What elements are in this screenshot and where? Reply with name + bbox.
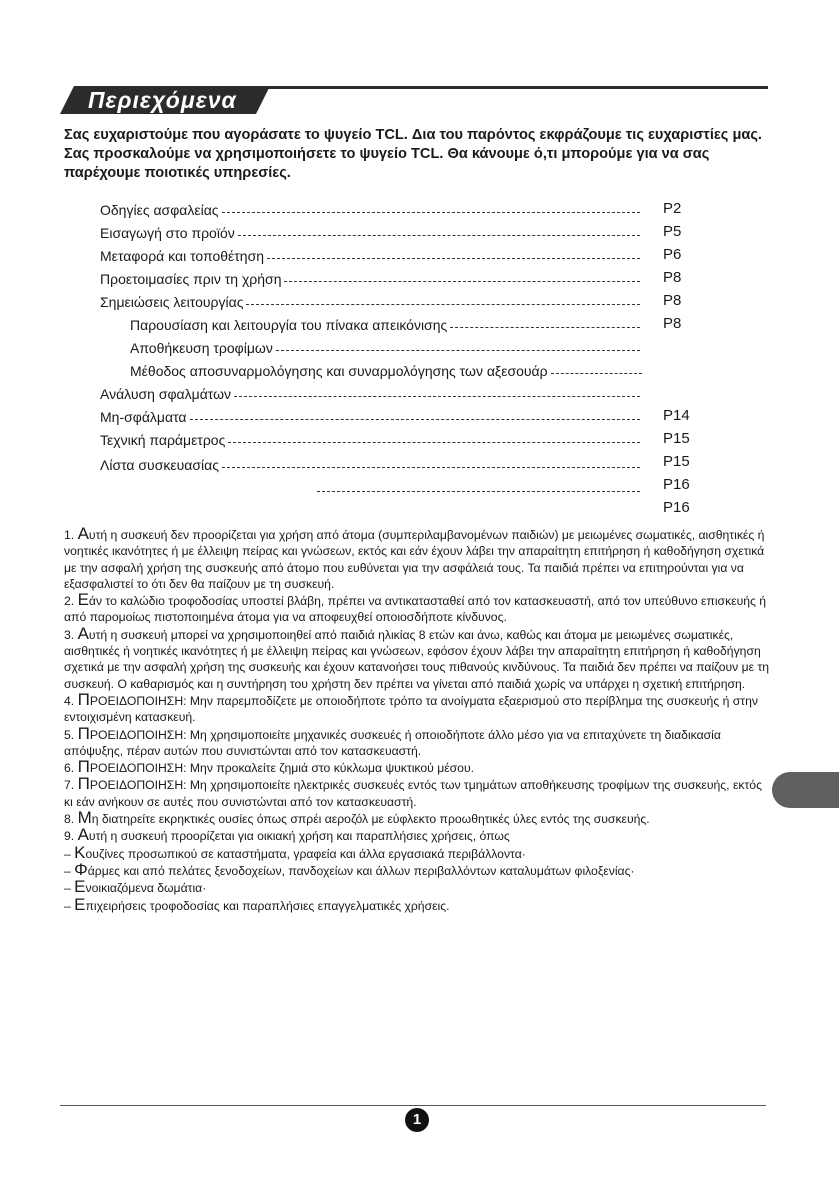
section-side-tab (772, 772, 839, 808)
toc-leader (317, 491, 640, 492)
toc-leader (222, 467, 640, 468)
footer-rule (60, 1105, 766, 1106)
toc-leader (551, 373, 642, 374)
safety-note: 4. ΠΡΟΕΙΔΟΠΟΙΗΣΗ: Μην παρεμποδίζετε με οποιοδήποτε τρόπο τα ανοίγματα εξαερισμού στο περίβλημα της συσκευής ή στην εντοιχισμένη κατασκευή. (64, 689, 758, 725)
toc-item-title: Μέθοδος αποσυναρμολόγησης και συναρμολόγησης των αξεσουάρ (130, 363, 548, 379)
toc-leader (246, 304, 640, 305)
toc-leader (284, 281, 640, 282)
toc-item-title: Οδηγίες ασφαλείας (100, 202, 219, 218)
toc-page-number: P14 (663, 407, 690, 424)
toc-item (100, 196, 640, 218)
toc-item (130, 311, 640, 333)
toc-item-title: Παρουσίαση και λειτουργία του πίνακα απεικόνισης (130, 317, 448, 333)
safety-note: 8. Μη διατηρείτε εκρηκτικές ουσίες όπως σπρέι αεροζόλ με εύφλεκτο προωθητικές ύλες εντός της συσκευής. (64, 808, 650, 828)
safety-note: 2. Εάν το καλώδιο τροφοδοσίας υποστεί βλάβη, πρέπει να αντικατασταθεί από τον κατασκευαστή, από τον υπεύθυνο επισκευής ή από παρομοίως πιστοποιημένα άτομα για να αποφευχθεί οποιοσδήποτε κίνδυνος. (64, 590, 767, 625)
toc-item-title: Ανάλυση σφαλμάτων (100, 386, 232, 402)
toc-item (100, 426, 640, 448)
toc-page-number: P2 (663, 200, 682, 217)
toc-leader (276, 350, 640, 351)
toc-item-title: Αποθήκευση τροφίμων (130, 340, 273, 356)
toc-item-title: Σημειώσεις λειτουργίας (100, 294, 244, 310)
toc-item (100, 380, 640, 402)
safety-note: 6. ΠΡΟΕΙΔΟΠΟΙΗΣΗ: Μην προκαλείτε ζημιά στο κύκλωμα ψυκτικού μέσου. (64, 757, 474, 777)
toc-item-title: Προετοιμασίες πριν τη χρήση (100, 271, 282, 287)
toc-leader (450, 327, 640, 328)
toc-item (314, 475, 640, 497)
toc-page-number: P8 (663, 292, 682, 309)
toc-leader (238, 235, 640, 236)
toc-page-number: P15 (663, 453, 690, 470)
toc-page-number: P15 (663, 430, 690, 447)
toc-page-number: P8 (663, 315, 682, 332)
toc-item (100, 242, 640, 264)
toc-page-number: P5 (663, 223, 682, 240)
toc-item-title: Τεχνική παράμετρος (100, 432, 226, 448)
toc-item (130, 334, 640, 356)
toc-item-title: Μεταφορά και τοποθέτηση (100, 248, 265, 264)
toc-item (100, 451, 640, 473)
toc-leader (190, 419, 640, 420)
safety-note: 5. ΠΡΟΕΙΔΟΠΟΙΗΣΗ: Μη χρησιμοποιείτε μηχανικές συσκευές ή οποιοδήποτε άλλο μέσο για να επιταχύνετε τη διαδικασία απόψυξης, πέραν αυτών που συνιστώνται από τον κατασκευαστή. (64, 723, 721, 758)
safety-notes (64, 524, 770, 915)
toc-leader (234, 396, 640, 397)
toc-leader (267, 258, 640, 259)
toc-item (100, 403, 640, 425)
safety-note: – Ενοικιαζόμενα δωμάτια· (64, 877, 207, 897)
header (0, 0, 839, 130)
safety-note: – Επιχειρήσεις τροφοδοσίας και παραπλήσιες επαγγελματικές χρήσεις. (64, 894, 450, 914)
safety-note: – Κουζίνες προσωπικού σε καταστήματα, γραφεία και άλλα εργασιακά περιβάλλοντα· (64, 842, 526, 862)
page-title: Περιεχόμενα (88, 87, 237, 113)
toc-leader (228, 442, 640, 443)
intro-paragraph: Σας ευχαριστούμε που αγοράσατε το ψυγείο TCL. Δια του παρόντος εκφράζουμε τις ευχαριστίες μας. Σας προσκαλούμε να χρησιμοποιήσετε το ψυγείο TCL. Θα κάνουμε ό,τι μπορούμε για να σας παρέχουμε ποιοτικές υπηρεσίες. (64, 127, 762, 181)
toc-item-title: Εισαγωγή στο προϊόν (100, 225, 235, 241)
toc-item (130, 357, 642, 379)
safety-note: 1. Αυτή η συσκευή δεν προορίζεται για χρήση από άτομα (συμπεριλαμβανομένων παιδιών) με μειωμένες σωματικές, αισθητικές ή νοητικές ικανότητες ή με έλλειψη πείρας και γνώσεων, εκτός και εάν έχουν λάβει την απαραίτητη επιτήρηση ή καθοδήγηση σχετικά με την ασφαλή χρήση της συσκευής από άτομο που ευθύνεται για την ασφάλειά τους. Τα παιδιά πρέπει να επιτηρούνται για να εξασφαλιστεί το ότι δεν θα παίζουν με τη συσκευή. (64, 524, 765, 591)
toc-page-number: P16 (663, 499, 690, 516)
safety-note: 9. Αυτή η συσκευή προορίζεται για οικιακή χρήση και παραπλήσιες χρήσεις, όπως (64, 825, 510, 845)
toc-item-title: Μη-σφάλματα (100, 409, 187, 425)
page-number: 1 (405, 1108, 429, 1132)
toc-page-number: P16 (663, 476, 690, 493)
toc-page-number: P6 (663, 246, 682, 263)
safety-note: 7. ΠΡΟΕΙΔΟΠΟΙΗΣΗ: Μη χρησιμοποιείτε ηλεκτρικές συσκευές εντός των τμημάτων αποθήκευσης τροφίμων της συσκευής, εκτός κι εάν ανήκουν σε αυτές που συνιστώνται από τον κατασκευαστή. (64, 774, 762, 809)
toc-leader (222, 212, 640, 213)
toc-item (100, 265, 640, 287)
toc-item (100, 288, 640, 310)
safety-note: – Φάρμες και από πελάτες ξενοδοχείων, πανδοχείων και άλλων περιβαλλόντων καταλυμάτων φιλοξενίας· (64, 859, 635, 879)
toc-item-title: Λίστα συσκευασίας (100, 457, 219, 473)
toc-item (100, 219, 640, 241)
safety-note: 3. Αυτή η συσκευή μπορεί να χρησιμοποιηθεί από παιδιά ηλικίας 8 ετών και άνω, καθώς και άτομα με μειωμένες σωματικές, αισθητικές ή νοητικές ικανότητες ή με έλλειψη πείρας και γνώσεων, εφόσον έχουν λάβει την απαραίτητη επιτήρηση ή καθοδήγηση σχετικά με την ασφαλή χρήση της συσκευής και έχουν κατανοήσει τους πιθανούς κινδύνους. Τα παιδιά δεν πρέπει να παίζουν με τη συσκευή. Ο καθαρισμός και η συντήρηση του χρήστη δεν πρέπει να γίνεται από παιδιά χωρίς να υπάρχει η σχετική επιτήρηση. (64, 623, 770, 691)
header-rule (268, 86, 768, 89)
toc-page-number: P8 (663, 269, 682, 286)
